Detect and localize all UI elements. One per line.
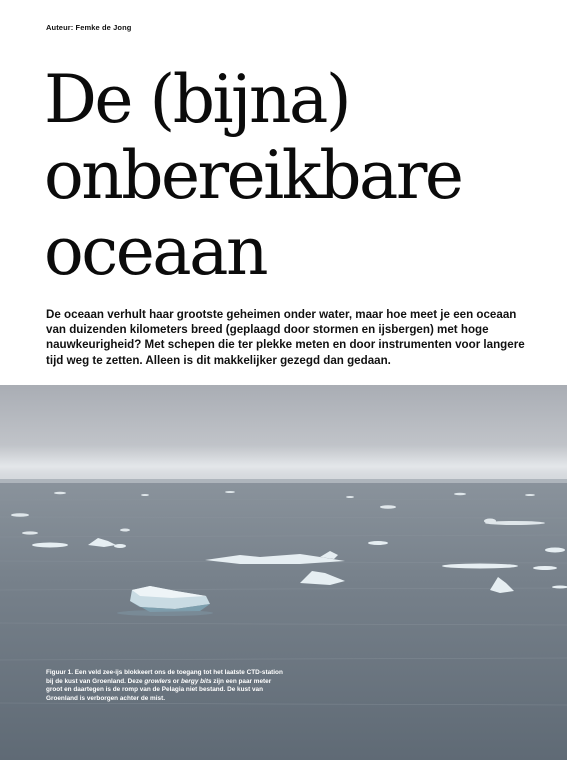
caption-term-bergy-bits: bergy bits [180, 677, 212, 685]
sea-ice-photo [0, 385, 567, 760]
caption-part-2: or [171, 677, 181, 685]
photo-illustration [0, 385, 567, 760]
article-title [44, 62, 544, 290]
title-line-3: oceaan [44, 213, 266, 290]
caption-part-3: zijn een paar meter groot en daartegen is de romp van de Pelagia niet bestand. De kust van Groenland is verborgen achter de mist. [46, 677, 272, 702]
caption-part-1: Figuur 1. Een veld zee-ijs blokkeert ons de toegang tot het laatste CTD-station bij de kust van Groenland. Deze [46, 669, 283, 685]
author-line: Auteur: Femke de Jong [46, 23, 132, 32]
lead-paragraph: De oceaan verhult haar grootste geheimen onder water, maar hoe meet je een oceaan van duizenden kilometers breed (geplaagd door stormen en ijsbergen) met hoge nauwkeurigheid? Met schepen die ter plekke meten en door instrumenten voor langere tijd weg te zetten. Alleen is dit makkelijker gezegd dan gedaan. [46, 308, 525, 367]
title-line-1: De (bijna) [44, 61, 350, 138]
title-line-2: onbereikbare [44, 137, 462, 214]
caption-term-growlers: growlers [144, 677, 172, 685]
figure-caption [46, 669, 286, 703]
